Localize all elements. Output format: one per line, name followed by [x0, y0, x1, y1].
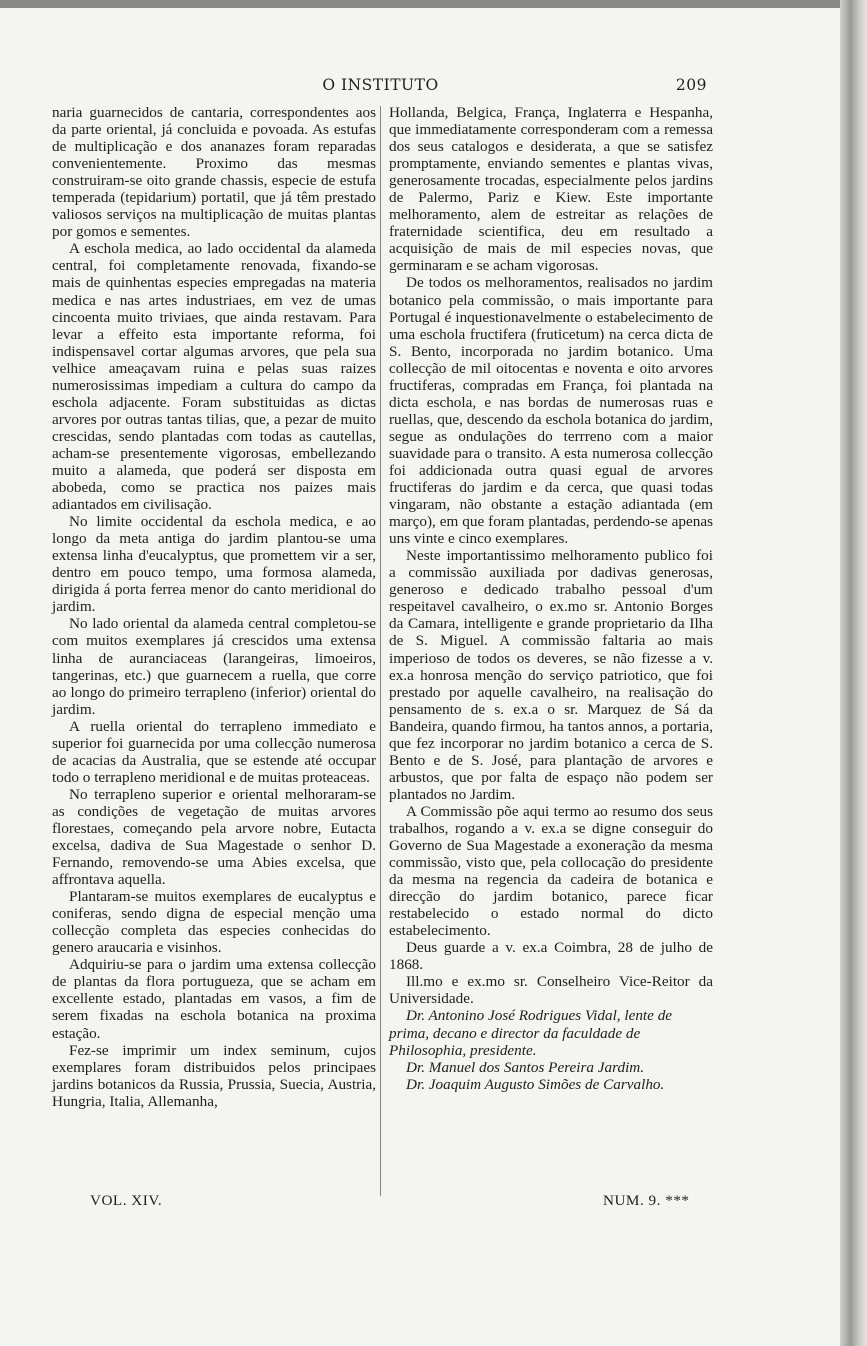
- signature: [389, 1007, 713, 1058]
- paragraph: Hollanda, Belgica, França, Inglaterra e Hespanha, que immediatamente corresponderam com a remessa dos seus catalogos e desiderata, a que se satisfez promptamente, enviando sementes e plantas vivas, generosamente trocadas, especialmente pelos jardins de Palermo, Pariz e Kiew. Este importante melhoramento, alem de estreitar as relações de fraternidade scientifica, deu em resultado a acquisição de mais de mil especies novas, que germinaram e se acham vigorosas.: [389, 104, 713, 275]
- paragraph: No terrapleno superior e oriental melhoraram-se as condições de vegetação de muitas arvores florestaes, começando pela arvore nobre, Eutacta excelsa, dadiva de Sua Magestade o senhor D. Fernando, removendo-se uma Abies excelsa, que affrontava aquella.: [52, 785, 376, 889]
- journal-title: O INSTITUTO: [322, 76, 439, 94]
- column-divider: [380, 106, 381, 1196]
- signature-text: Dr. Manuel dos Santos Pereira Jardim.: [406, 1058, 645, 1076]
- number-signature: NUM. 9. ***: [603, 1192, 690, 1209]
- paragraph: De todos os melhoramentos, realisados no jardim botanico pela commissão, o mais importante para Portugal é inquestionavelmente o estabelecimento de uma eschola fructifera (fruticetum) na cerca dicta de S. Bento, incorporada no jardim botanico. Uma collecção de mil oitocentas e noventa e oito arvores fructiferas, compradas em França, foi plantada na dicta eschola, e nas bordas de numerosas ruas e ruellas, que, descendo da eschola botanica do jardim, segue as ondulações do terrreno com a maior suavidade para o transito. A esta numerosa collecção foi addicionada outra quasi egual de arvores fructiferas do jardim e da cerca, que quasi todas vingaram, não obstante a estação adiantada (em março), em que foram plantadas, perdendo-se apenas uns vinte e cinco exemplares.: [389, 274, 713, 548]
- signature-text: Dr. Antonino José Rodrigues Vidal, lente de prima, decano e director da faculdade de Philosophia, presidente.: [389, 1007, 673, 1059]
- paragraph: A ruella oriental do terrapleno immediato e superior foi guarnecida por uma collecção numerosa de acacias da Australia, que se estende até occupar todo o terrapleno meridional e de muitas proteaceas.: [52, 717, 376, 786]
- paragraph: Ill.mo e ex.mo sr. Conselheiro Vice-Reitor da Universidade.: [389, 973, 713, 1008]
- paragraph: A eschola medica, ao lado occidental da alameda central, foi completamente renovada, fixando-se mais de quinhentas especies empregadas na materia medica e nas artes industriaes, em vez de umas cincoenta muito triviaes, que ainda restavam. Para levar a effeito esta importante reforma, foi indispensavel cortar algumas arvores, que pela sua velhice ameaçavam ruina e pelas suas raizes numerosissimas impediam a cultura do campo da eschola adjacente. Foram substituidas as dictas arvores por outras tantas tilias, que, a pezar de muito crescidas, sendo plantadas com todas as cautellas, acham-se presentemente vigorosas, embellezando muito a alameda, que poderá ser disposta em abobeda, como se practica nos paizes mais adiantados em civilisação.: [52, 240, 376, 514]
- paragraph: Deus guarde a v. ex.a Coimbra, 28 de julho de 1868.: [389, 939, 713, 974]
- paragraph: No limite occidental da eschola medica, e ao longo da meta antiga do jardim plantou-se uma extensa linha d'eucalyptus, que promettem vir a ser, dentro em pouco tempo, uma formosa alameda, dirigida á porta ferrea menor do canto meridional do jardim.: [52, 513, 376, 616]
- page-number: 209: [675, 76, 707, 94]
- running-header: [52, 76, 709, 98]
- paragraph: Fez-se imprimir um index seminum, cujos exemplares foram distribuidos pelos principaes jardins botanicos da Russia, Prussia, Suecia, Austria, Hungria, Italia, Allemanha,: [52, 1041, 376, 1110]
- paragraph: No lado oriental da alameda central completou-se com muitos exemplares já crescidos uma extensa linha de auranciaceas (larangeiras, limoeiros, tangerinas, etc.) que guarnecem a ruella, que corre ao longo do primeiro terrapleno (inferior) oriental do jardim.: [52, 615, 376, 718]
- paragraph: Plantaram-se muitos exemplares de eucalyptus e coniferas, sendo digna de especial menção uma collecção completa das especies conhecidas do genero araucaria e visinhos.: [52, 888, 376, 957]
- left-column: [52, 104, 376, 1110]
- paragraph: A Commissão põe aqui termo ao resumo dos seus trabalhos, rogando a v. ex.a se digne conseguir do Governo de Sua Magestade a exoneração da mesma commissão, visto que, pela collocação do presidente da mesma na regencia da cadeira de botanica e direcção do jardim botanico, parece ficar restabelecido o estado normal do dicto estabelecimento.: [389, 802, 713, 940]
- right-column: [389, 104, 713, 1093]
- signature-text: Dr. Joaquim Augusto Simões de Carvalho.: [406, 1075, 665, 1093]
- paragraph: naria guarnecidos de cantaria, correspondentes aos da parte oriental, já concluida e povoada. As estufas de multiplicação e dos ananazes foram reparadas convenientemente. Proximo das mesmas construiram-se oito grande chassis, especie de estufa temperada (tepidarium) portatil, que já têm prestado valiosos serviços na multiplicação de muitas plantas por gomos e sementes.: [52, 104, 376, 241]
- signature: [389, 1059, 713, 1076]
- book-spine-edge: [840, 0, 867, 1346]
- signature: [389, 1076, 713, 1093]
- paragraph: Neste importantissimo melhoramento publico foi a commissão auxiliada por dadivas generosas, generoso e dedicado trabalho pessoal d'um respeitavel cavalheiro, o ex.mo sr. Antonio Borges da Camara, intelligente e grande proprietario da Ilha de S. Miguel. A commissão faltaria ao mais imperioso de todos os deveres, se não fizesse a v. ex.a honrosa menção do serviço patriotico, que foi prestado por aquelle cavalheiro, na realisação do pensamento de s. ex.a o sr. Marquez de Sá da Bandeira, quando firmou, ha tantos annos, a portaria, que fez incorporar no jardim botanico a cerca de S. Bento e de S. José, para plantação de arvores e arbustos, que por falta de espaço não podem ser plantados no Jardim.: [389, 547, 713, 803]
- paragraph: Adquiriu-se para o jardim uma extensa collecção de plantas da flora portugueza, que se acham em excellente estado, plantadas em vasos, a fim de serem fixadas na eschola botanica na proxima estação.: [52, 956, 376, 1042]
- volume-signature: VOL. XIV.: [90, 1192, 163, 1209]
- scan-top-edge: [0, 0, 867, 8]
